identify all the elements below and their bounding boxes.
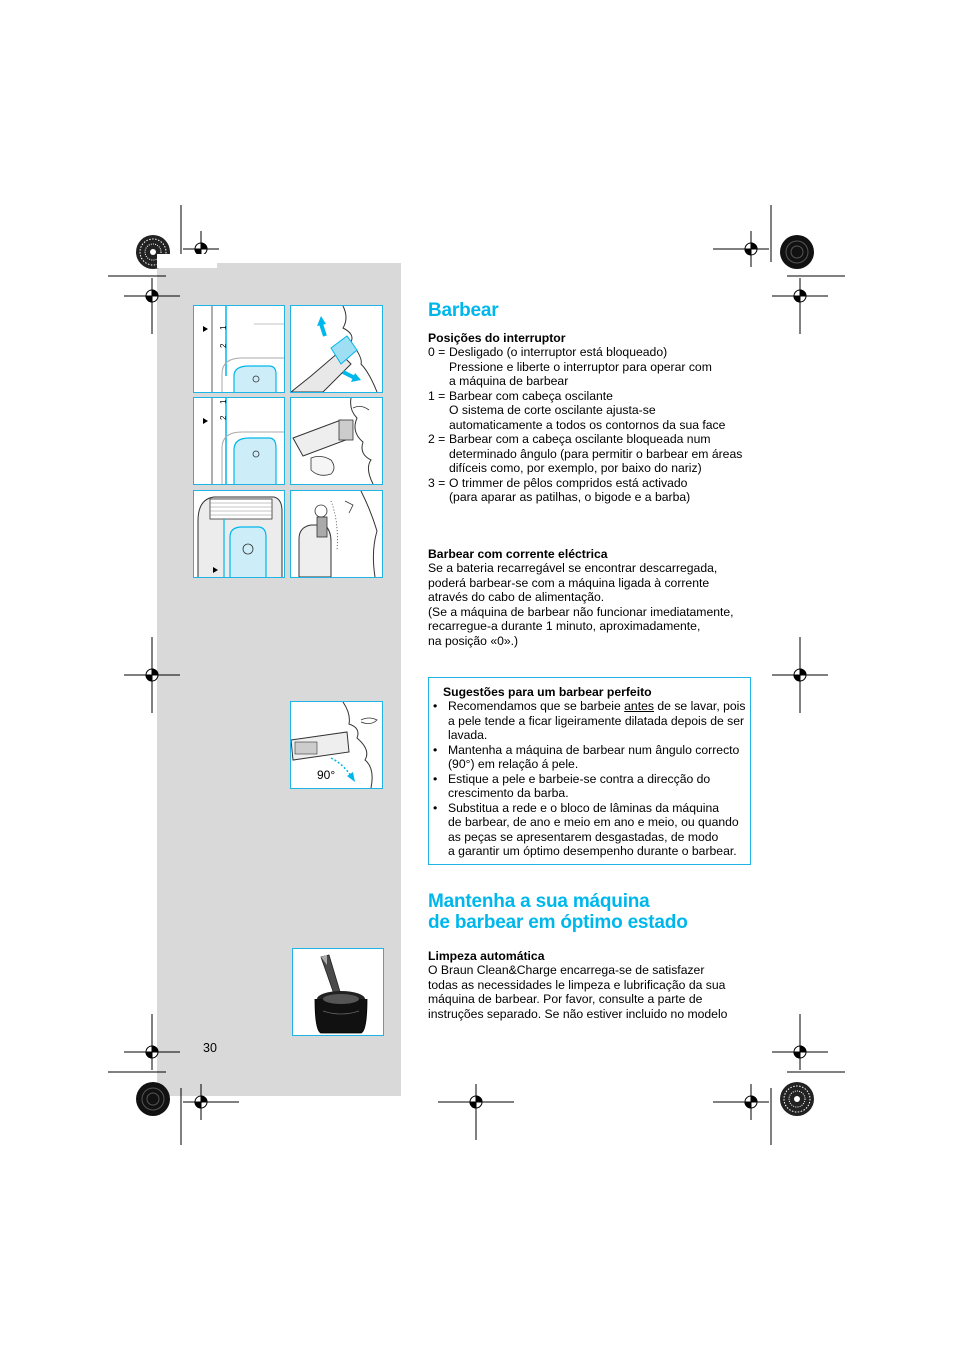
angle-label: 90° [317, 768, 336, 782]
figure-switch-position-2 [193, 397, 285, 485]
page-number: 30 [203, 1041, 217, 1055]
list-item: 3 = O trimmer de pêlos compridos está activado (para aparar as patilhas, o bigode e a barba) [428, 475, 691, 504]
switch-label-2b: 2 [219, 415, 228, 420]
switch-positions-heading: Posições do interruptor [428, 331, 566, 345]
list-item: • Mantenha a máquina de barbear num ângulo correcto (90°) em relação á pele. [433, 742, 740, 771]
figure-switch-position-3 [193, 490, 285, 578]
tips-heading: Sugestões para um barbear perfeito [443, 685, 652, 699]
mains-shaving-heading: Barbear com corrente eléctrica [428, 547, 608, 561]
figure-oscillating-head [290, 305, 383, 393]
list-item: • Estique a pele e barbeie-se contra a direcção do crescimento da barba. [433, 771, 711, 800]
switch-positions-list [428, 345, 758, 505]
switch-label-1: 1 [219, 325, 228, 330]
figure-switch-position-1 [193, 305, 285, 393]
sidebar-notch [157, 254, 217, 268]
switch-label-2: 2 [219, 343, 228, 348]
figure-shaving-under-nose [290, 397, 383, 485]
list-item: 2 = Barbear com a cabeça oscilante bloqueada num determinado ângulo (para permitir o barbear em áreas difíceis como, por exemplo, por baixo do nariz) [428, 432, 743, 475]
cleaning-text: O Braun Clean&Charge encarrega-se de satisfazer todas as necessidades le limpeza e lubrificação da sua máquina de barbear. Por favor, consulte a parte de instruções separado. Se não estiver incluido no modelo [428, 963, 728, 1021]
tips-list [433, 699, 751, 859]
switch-label-1b: 1 [219, 399, 228, 404]
tips-box [428, 677, 751, 865]
figure-clean-charge-station [292, 948, 384, 1036]
mains-shaving-text: Se a bateria recarregável se encontrar descarregada, poderá barbear-se com a máquina ligada à corrente através do cabo de alimentação. (Se a máquina de barbear não funcionar imediatamente, recarregue-a durante 1 minuto, aproximadamente, na posição «0».) [428, 561, 734, 648]
list-item: • Substitua a rede e o bloco de lâminas da máquina de barbear, de ano e meio em ano e meio, ou quando as peças se apresentarem desgastadas, de modo a garantir um óptimo desempenho durante o barbear. [433, 800, 739, 858]
figure-shaving-angle-90 [290, 701, 383, 789]
section-title-maintenance-line1: Mantenha a sua máquina [428, 891, 650, 912]
list-item: 0 = Desligado (o interruptor está bloqueado) Pressione e liberte o interruptor para operar com a máquina de barbear [428, 345, 712, 388]
cleaning-heading: Limpeza automática [428, 949, 545, 963]
section-title-shaving: Barbear [428, 300, 499, 321]
list-item: • Recomendamos que se barbeie antes de se lavar, pois a pele tende a ficar ligeiramente dilatada depois de ser lavada. [433, 699, 746, 742]
list-item: 1 = Barbear com cabeça oscilante O sistema de corte oscilante ajusta-se automaticamente a todos os contornos da sua face [428, 388, 726, 432]
figure-trimming-sideburns [290, 490, 383, 578]
underlined-word: antes [624, 699, 654, 713]
section-title-maintenance-line2: de barbear em óptimo estado [428, 912, 688, 933]
